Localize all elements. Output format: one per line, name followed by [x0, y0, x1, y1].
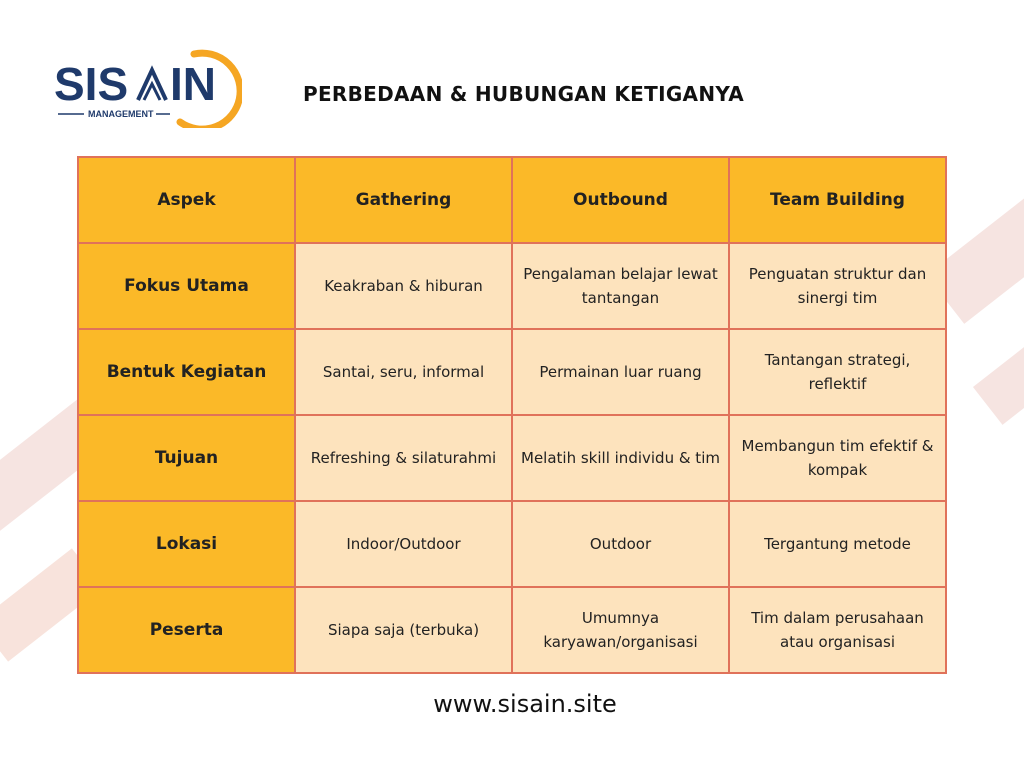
header-aspek: Aspek [78, 157, 295, 243]
page-title: PERBEDAAN & HUBUNGAN KETIGANYA [303, 82, 745, 106]
svg-text:MANAGEMENT: MANAGEMENT [88, 109, 154, 119]
table-cell: Permainan luar ruang [512, 329, 729, 415]
table-cell: Penguatan struktur dan sinergi tim [729, 243, 946, 329]
svg-text:IN: IN [170, 58, 216, 110]
table-cell: Tim dalam perusahaan atau organisasi [729, 587, 946, 673]
table-cell: Siapa saja (terbuka) [295, 587, 512, 673]
header-gathering: Gathering [295, 157, 512, 243]
website-url: www.sisain.site [433, 690, 617, 718]
row-label: Bentuk Kegiatan [78, 329, 295, 415]
comparison-table [77, 156, 947, 674]
table-row [78, 243, 946, 329]
header-outbound: Outbound [512, 157, 729, 243]
table-row [78, 501, 946, 587]
table-cell: Pengalaman belajar lewat tantangan [512, 243, 729, 329]
table-cell: Melatih skill individu & tim [512, 415, 729, 501]
row-label: Lokasi [78, 501, 295, 587]
svg-text:SIS: SIS [54, 58, 129, 110]
table-row [78, 329, 946, 415]
table-cell: Tantangan strategi, reflektif [729, 329, 946, 415]
table-cell: Refreshing & silaturahmi [295, 415, 512, 501]
row-label: Peserta [78, 587, 295, 673]
table-cell: Indoor/Outdoor [295, 501, 512, 587]
row-label: Tujuan [78, 415, 295, 501]
table-cell: Umumnya karyawan/organisasi [512, 587, 729, 673]
table-cell: Santai, seru, informal [295, 329, 512, 415]
table-row [78, 415, 946, 501]
table-row [78, 587, 946, 673]
table-header-row [78, 157, 946, 243]
decorative-stripe [973, 313, 1024, 425]
sisain-logo [52, 48, 242, 128]
table-cell: Outdoor [512, 501, 729, 587]
row-label: Fokus Utama [78, 243, 295, 329]
table-cell: Membangun tim efektif & kompak [729, 415, 946, 501]
header-team-building: Team Building [729, 157, 946, 243]
table-cell: Keakraban & hiburan [295, 243, 512, 329]
table-cell: Tergantung metode [729, 501, 946, 587]
